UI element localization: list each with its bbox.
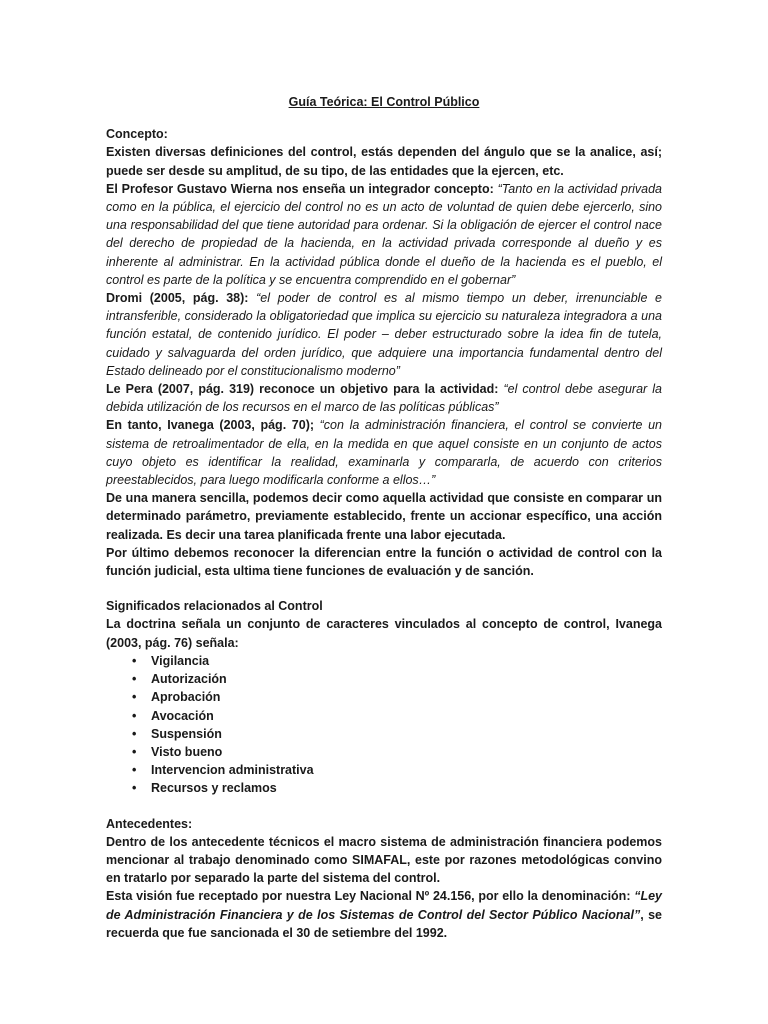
paragraph-tail: , se recuerda que fue sancionada el 30 de setiembre del 1992.	[106, 907, 662, 940]
paragraph-lead: Esta visión fue receptado por nuestra Ley Nacional Nº 24.156, por ello la denominación:	[106, 889, 635, 904]
paragraph-ivanega	[106, 416, 662, 489]
list-item: • Autorización	[132, 670, 662, 688]
document-title: Guía Teórica: El Control Público	[288, 95, 480, 109]
list-item: • Avocación	[132, 707, 662, 725]
paragraph: Por último debemos reconocer la diferencian entre la función o actividad de control con la función judicial, esta ultima tiene funciones de evaluación y de sanción.	[106, 545, 662, 579]
list-item: • Visto bueno	[132, 743, 662, 761]
paragraph-dromi	[106, 289, 662, 380]
spacer	[106, 580, 662, 597]
section-heading-antecedentes: Antecedentes:	[106, 816, 193, 831]
paragraph: De una manera sencilla, podemos decir como aquella actividad que consiste en comparar un determinado parámetro, previamente establecido, frente un accionar específico, una acción realizada. Es decir una tarea planificada frente una labor ejecutada.	[106, 491, 662, 542]
paragraph: Dentro de los antecedente técnicos el macro sistema de administración financiera podemos mencionar al trabajo denominado como SIMAFAL, este por razones metodológicas convino en tratarlo por separado la parte del sistema del control.	[106, 834, 662, 886]
paragraph-lepera	[106, 380, 662, 416]
quote-text: “Tanto en la actividad privada como en la pública, el ejercicio del control no es un acto de voluntad de quien debe ejercerlo, sino una responsabilidad del que tiene autoridad para ordenar. Si la obligación de ejercer el control nace del derecho de propiedad de la hacienda, en la actividad privada corresponde al dueño y es inherente al administrar. En la actividad pública donde el dueño de la hacienda es el pueblo, el control es parte de la política y se encuentra comprendido en el gobernar”	[106, 181, 662, 287]
law-title: “Ley de Administración Financiera y de los Sistemas de Control del Sector Público Nacional”	[106, 889, 662, 922]
section-heading-concepto: Concepto:	[106, 127, 168, 142]
document-page	[106, 93, 662, 942]
paragraph-lead: El Profesor Gustavo Wierna nos enseña un integrador concepto:	[106, 181, 498, 196]
quote-text: “el poder de control es al mismo tiempo un deber, irrenunciable e intransferible, considerado la obligatoriedad que implica su ejercicio su naturaleza integradora a una función estatal, de contenido jurídico. El poder – deber estructurado sobre la idea fin de tutela, cuidado y salvaguarda del orden jurídico, que adquiere una importancia fundamental dentro del Estado delineado por el constitucionalismo moderno”	[106, 291, 663, 378]
paragraph-ley	[106, 887, 662, 942]
spacer	[106, 798, 662, 815]
list-item: • Intervencion administrativa	[132, 761, 662, 779]
paragraph-lead: En tanto, Ivanega (2003, pág. 70);	[106, 418, 320, 433]
quote-text: “con la administración financiera, el control se convierte un sistema de retroalimentador de ella, en la medida en que aquel consiste en un conjunto de actos cuyo objeto es identificar la realidad, examinarla y compararla, de acuerdo con criterios preestablecidos, para luego modificarla conforme a ellos…”	[106, 418, 662, 488]
list-item: • Recursos y reclamos	[132, 779, 662, 797]
paragraph: La doctrina señala un conjunto de caracteres vinculados al concepto de control, Ivanega (2003, pág. 76) señala:	[106, 617, 662, 650]
paragraph-lead: Dromi (2005, pág. 38):	[106, 291, 257, 306]
bullet-list	[106, 652, 662, 798]
list-item: • Suspensión	[132, 725, 662, 743]
section-heading-significados: Significados relacionados al Control	[106, 599, 323, 614]
paragraph-wierna	[106, 180, 662, 289]
list-item: • Vigilancia	[132, 652, 662, 670]
list-item: • Aprobación	[132, 688, 662, 706]
quote-text: “el control debe asegurar la debida utilización de los recursos en el marco de las políticas públicas”	[106, 382, 662, 415]
paragraph-lead: Le Pera (2007, pág. 319) reconoce un objetivo para la actividad:	[106, 382, 504, 397]
paragraph: Existen diversas definiciones del control, estás dependen del ángulo que se la analice, así; puede ser desde su amplitud, de su tipo, de las entidades que la ejercen, etc.	[106, 145, 662, 178]
